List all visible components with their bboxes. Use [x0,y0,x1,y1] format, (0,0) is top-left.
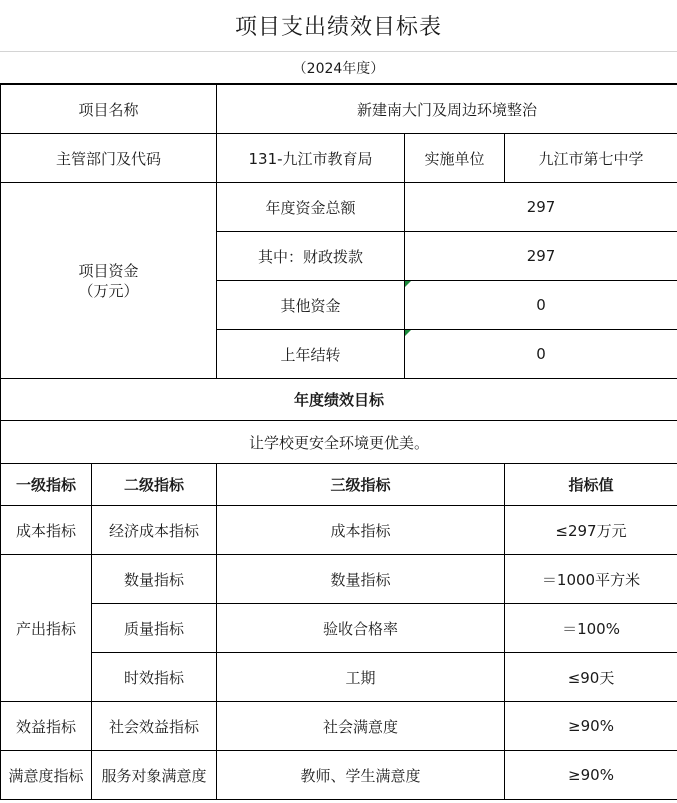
fund-row-label: 年度资金总额 [217,183,405,232]
indicator-value: ≥90% [505,751,677,800]
department-value: 131-九江市教育局 [217,134,405,183]
indicator-value: ＝1000平方米 [505,555,677,604]
level3-indicator: 社会满意度 [217,702,505,751]
fund-row-value: 0 [405,281,677,330]
project-funds-label-line1: 项目资金 [78,261,139,280]
indicator-row [1,653,677,702]
document-title: 项目支出绩效目标表 [0,0,677,52]
level3-indicator: 教师、学生满意度 [217,751,505,800]
fund-row-label: 其他资金 [217,281,405,330]
level3-indicator: 数量指标 [217,555,505,604]
fund-row-value: 297 [405,232,677,281]
fund-row-label: 其中：财政拨款 [217,232,405,281]
indicator-value: ≤90天 [505,653,677,702]
annual-goal-row [1,421,677,464]
indicator-value: ＝100% [505,604,677,653]
project-name-value: 新建南大门及周边环境整治 [217,85,677,134]
annual-goal-header: 年度绩效目标 [1,379,677,421]
indicator-header-row [1,464,677,506]
header-level2: 二级指标 [92,464,217,506]
department-row [1,134,677,183]
fund-row [1,183,677,232]
level1-indicator: 成本指标 [1,506,92,555]
level2-indicator: 社会效益指标 [92,702,217,751]
header-level3: 三级指标 [217,464,505,506]
level1-indicator: 产出指标 [1,555,92,702]
indicator-row [1,555,677,604]
level1-indicator: 效益指标 [1,702,92,751]
header-level1: 一级指标 [1,464,92,506]
fund-row-label: 上年结转 [217,330,405,379]
level2-indicator: 时效指标 [92,653,217,702]
department-label: 主管部门及代码 [1,134,217,183]
indicator-row [1,751,677,800]
indicator-value: ≥90% [505,702,677,751]
level2-indicator: 数量指标 [92,555,217,604]
level3-indicator: 成本指标 [217,506,505,555]
level2-indicator: 服务对象满意度 [92,751,217,800]
level1-indicator: 满意度指标 [1,751,92,800]
header-value: 指标值 [505,464,677,506]
annual-goal-header-row [1,379,677,421]
indicator-row [1,604,677,653]
project-funds-label [1,183,217,379]
indicator-row [1,702,677,751]
indicator-row [1,506,677,555]
target-table [0,84,677,800]
project-name-label: 项目名称 [1,85,217,134]
indicator-value: ≤297万元 [505,506,677,555]
fund-row-value: 297 [405,183,677,232]
implementing-unit-label: 实施单位 [405,134,505,183]
fund-row-value: 0 [405,330,677,379]
annual-goal-text: 让学校更安全环境更优美。 [1,421,677,464]
document-year: （2024年度） [0,52,677,84]
level3-indicator: 验收合格率 [217,604,505,653]
level3-indicator: 工期 [217,653,505,702]
level2-indicator: 经济成本指标 [92,506,217,555]
level2-indicator: 质量指标 [92,604,217,653]
project-name-row [1,85,677,134]
project-funds-label-line2: （万元） [78,281,139,300]
implementing-unit-value: 九江市第七中学 [505,134,677,183]
